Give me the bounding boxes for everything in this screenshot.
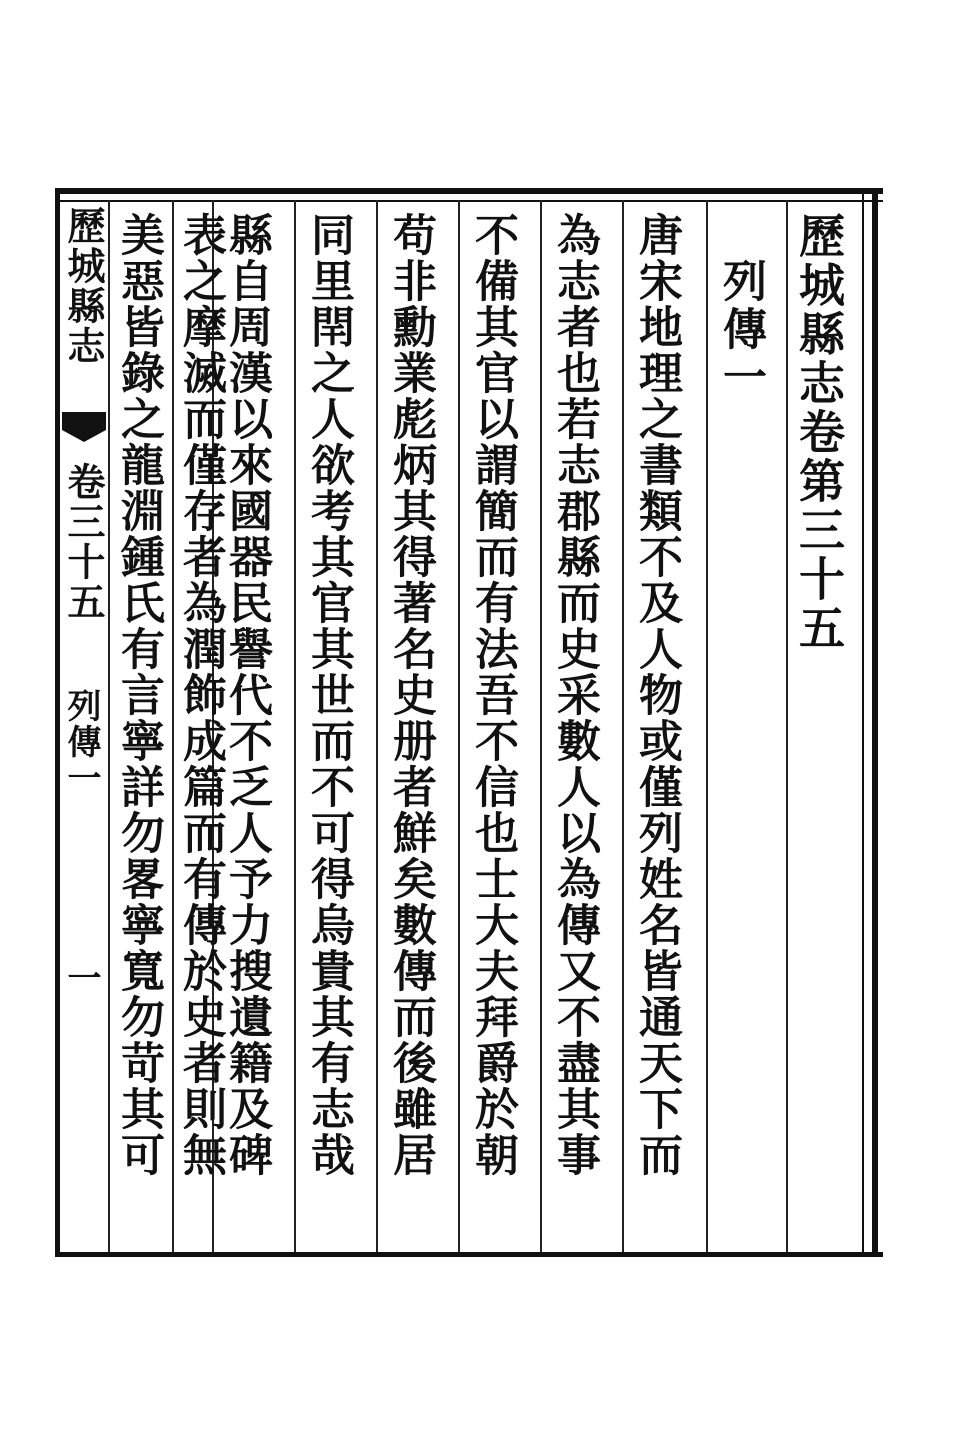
frame-right-inner-border <box>862 188 864 1257</box>
text-column-7: 表之摩滅而僅存者為潤飾成篇而有傳於史者則無 <box>175 212 226 1178</box>
text-column-6: 縣自周漢以來國器民譽代不乏人予力搜遺籍及碑 <box>221 212 272 1178</box>
frame-bottom-border <box>55 1252 883 1257</box>
frame-right-border <box>872 188 878 1257</box>
fore-edge-strip <box>60 200 108 1252</box>
edge-page-number: 一 <box>61 960 101 996</box>
column-rule <box>622 200 624 1252</box>
column-rule <box>706 200 708 1252</box>
frame-top-border <box>55 188 883 194</box>
column-rule <box>108 200 110 1252</box>
column-rule <box>540 200 542 1252</box>
frame-top-inner-border <box>55 200 883 202</box>
text-column-5: 同里閈之人欲考其官其世而不可得烏貴其有志哉 <box>303 212 354 1178</box>
column-rule <box>172 200 174 1252</box>
text-column-2: 為志者也若志郡縣而史采數人以為傳又不盡其事 <box>549 212 600 1178</box>
volume-title: 歷城縣志卷第三十五 <box>792 212 846 653</box>
text-column-8: 美惡皆錄之龍淵鍾氏有言寧詳勿畧寧寬勿苛其可 <box>113 212 164 1178</box>
text-column-3: 不備其官以謂簡而有法吾不信也士大夫拜爵於朝 <box>467 212 518 1178</box>
section-title: 列傳一 <box>715 258 766 402</box>
column-rule <box>786 200 788 1252</box>
column-rule <box>376 200 378 1252</box>
text-column-4: 苟非勳業彪炳其得著名史册者鮮矣數傳而後雖居 <box>385 212 436 1178</box>
edge-section: 列傳一 <box>61 688 101 796</box>
edge-volume: 卷三十五 <box>61 462 106 622</box>
edge-title: 歷城縣志 <box>61 206 106 366</box>
column-rule <box>294 200 296 1252</box>
column-rule <box>458 200 460 1252</box>
text-column-1: 唐宋地理之書類不及人物或僅列姓名皆通天下而 <box>631 212 682 1178</box>
